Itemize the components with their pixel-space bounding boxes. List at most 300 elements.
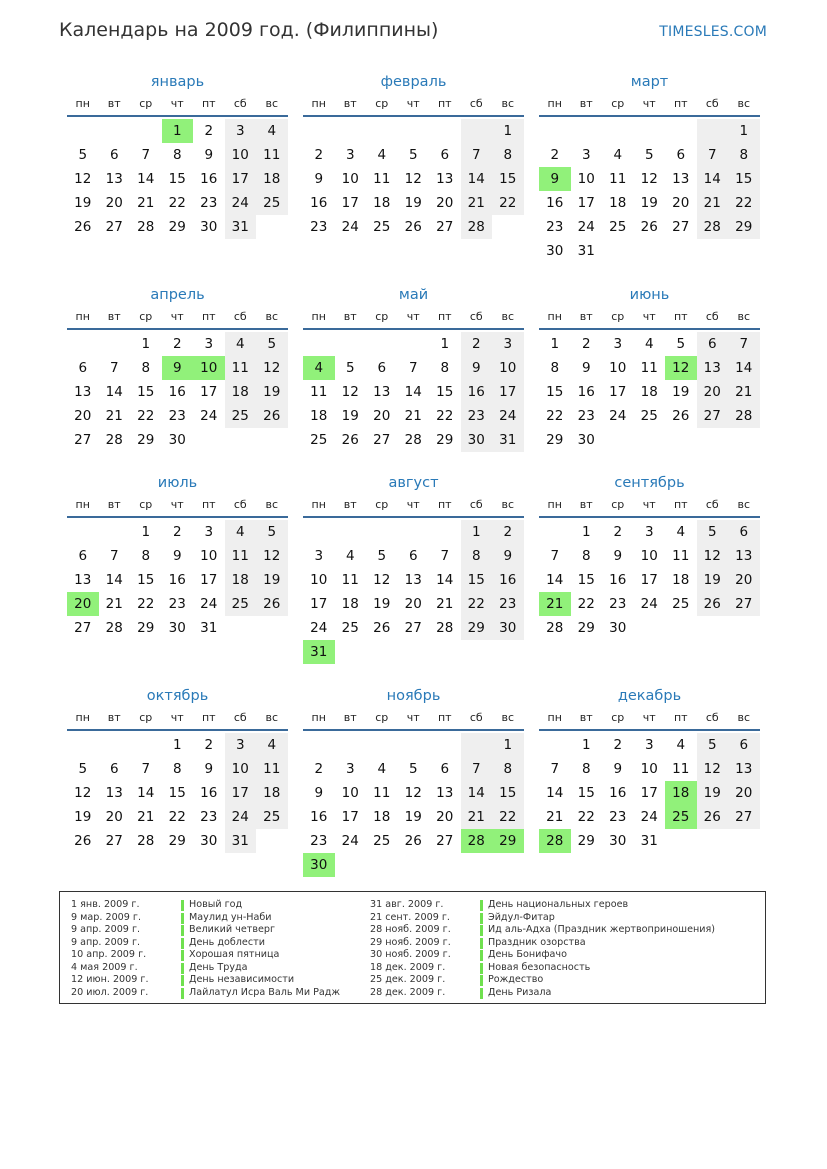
empty-day — [398, 520, 430, 544]
day: 10 — [640, 548, 658, 564]
days-grid — [67, 332, 288, 452]
weekday-label: пн — [311, 498, 326, 511]
day: 9 — [172, 548, 182, 564]
weekday-header — [67, 306, 288, 330]
holiday-day: 31 — [303, 640, 335, 664]
day: 1 — [141, 336, 151, 352]
holiday-name: Новый год — [189, 899, 243, 910]
holiday-date: 25 дек. 2009 г. — [370, 974, 446, 985]
holiday-marker — [181, 950, 184, 961]
day: 23 — [200, 195, 218, 211]
day: 27 — [728, 805, 760, 829]
empty-day — [335, 640, 367, 664]
day: 13 — [105, 171, 123, 187]
empty-day — [99, 733, 131, 757]
empty-day — [429, 853, 461, 877]
day: 24 — [341, 833, 359, 849]
weekday-label: чт — [642, 97, 656, 110]
day: 8 — [581, 548, 591, 564]
holiday-date: 9 апр. 2009 г. — [71, 936, 141, 948]
weekday-label: чт — [170, 498, 184, 511]
weekday-label: пт — [201, 97, 216, 110]
holiday-date: 20 июл. 2009 г. — [71, 986, 149, 998]
weekday-label: пн — [311, 310, 326, 323]
day: 13 — [728, 544, 760, 568]
holiday-day: 28 — [461, 829, 493, 853]
day: 20 — [74, 408, 92, 424]
day: 14 — [137, 785, 155, 801]
day: 27 — [74, 620, 92, 636]
day: 5 — [644, 147, 654, 163]
empty-day — [429, 119, 461, 143]
month-name: апрель — [150, 287, 205, 303]
day: 15 — [577, 785, 595, 801]
day: 8 — [141, 360, 151, 376]
weekday-label: пт — [673, 498, 688, 511]
day: 2 — [204, 737, 214, 753]
empty-day — [539, 119, 571, 143]
day: 27 — [105, 219, 123, 235]
legend-row — [370, 962, 715, 975]
weekday-label: сб — [705, 711, 719, 724]
month-name: май — [398, 287, 429, 303]
day: 22 — [436, 408, 454, 424]
weekday-label: чт — [406, 498, 420, 511]
day: 4 — [377, 761, 387, 777]
holiday-name: Хорошая пятница — [189, 949, 280, 960]
weekday-label: чт — [406, 310, 420, 323]
day: 19 — [672, 384, 690, 400]
legend-row — [370, 949, 715, 962]
day: 16 — [168, 384, 186, 400]
day: 23 — [310, 833, 328, 849]
day: 17 — [640, 572, 658, 588]
day: 5 — [256, 332, 288, 356]
day: 13 — [697, 356, 729, 380]
day: 20 — [436, 809, 454, 825]
day: 27 — [373, 432, 391, 448]
month-name: июнь — [629, 287, 670, 303]
day: 21 — [546, 809, 564, 825]
holiday-day: 4 — [303, 356, 335, 380]
weekday-label: сб — [469, 310, 483, 323]
day: 19 — [697, 781, 729, 805]
day: 7 — [141, 147, 151, 163]
day: 16 — [168, 572, 186, 588]
empty-day — [67, 119, 99, 143]
day: 21 — [697, 191, 729, 215]
weekday-label: вт — [107, 310, 121, 323]
day: 22 — [492, 191, 524, 215]
empty-day — [634, 616, 666, 640]
legend-row — [71, 987, 340, 1000]
day: 19 — [697, 568, 729, 592]
day: 11 — [373, 171, 391, 187]
day: 16 — [200, 785, 218, 801]
day: 26 — [672, 408, 690, 424]
empty-day — [335, 520, 367, 544]
day: 29 — [577, 833, 595, 849]
day: 31 — [640, 833, 658, 849]
holiday-day: 21 — [539, 592, 571, 616]
day: 28 — [546, 620, 564, 636]
empty-day — [665, 616, 697, 640]
weekday-label: ср — [375, 498, 389, 511]
day: 26 — [74, 219, 92, 235]
weekday-label: вт — [107, 711, 121, 724]
site-link[interactable]: TIMESLES.COM — [659, 24, 767, 40]
weekday-header — [539, 494, 760, 518]
weekday-label: сб — [469, 711, 483, 724]
empty-day — [429, 640, 461, 664]
empty-day — [366, 640, 398, 664]
day: 20 — [373, 408, 391, 424]
day: 3 — [345, 147, 355, 163]
holiday-day: 9 — [539, 167, 571, 191]
weekday-label: чт — [170, 711, 184, 724]
day: 17 — [225, 167, 257, 191]
weekday-label: вт — [579, 711, 593, 724]
weekday-label: пн — [547, 711, 562, 724]
day: 3 — [613, 336, 623, 352]
day: 30 — [609, 620, 627, 636]
day: 30 — [492, 616, 524, 640]
days-grid — [303, 733, 524, 877]
day: 7 — [728, 332, 760, 356]
empty-day — [256, 428, 288, 452]
day: 1 — [728, 119, 760, 143]
holiday-date: 30 нояб. 2009 г. — [370, 949, 451, 960]
legend-row — [71, 962, 340, 975]
holiday-marker — [480, 900, 483, 911]
day: 6 — [728, 520, 760, 544]
day: 15 — [492, 781, 524, 805]
day: 2 — [461, 332, 493, 356]
day: 29 — [436, 432, 454, 448]
empty-day — [303, 119, 335, 143]
holiday-name: Лайлатул Исра Валь Ми Радж — [189, 986, 341, 998]
weekday-label: ср — [375, 310, 389, 323]
legend-row — [370, 937, 715, 950]
day: 25 — [225, 592, 257, 616]
day: 18 — [341, 596, 359, 612]
day: 9 — [314, 171, 324, 187]
day: 29 — [461, 616, 493, 640]
weekday-header — [303, 306, 524, 330]
page-title: Календарь на 2009 год. (Филиппины) — [59, 19, 439, 41]
holiday-marker — [480, 938, 483, 949]
day: 1 — [141, 524, 151, 540]
empty-day — [602, 428, 634, 452]
weekday-label: вс — [737, 310, 751, 323]
empty-day — [398, 853, 430, 877]
day: 3 — [225, 733, 257, 757]
day: 22 — [168, 195, 186, 211]
day: 16 — [609, 785, 627, 801]
day: 26 — [640, 219, 658, 235]
day: 23 — [200, 809, 218, 825]
weekday-label: пн — [75, 310, 90, 323]
day: 21 — [105, 408, 123, 424]
day: 7 — [109, 360, 119, 376]
empty-day — [99, 119, 131, 143]
day: 30 — [200, 219, 218, 235]
day: 27 — [74, 432, 92, 448]
weekday-label: пт — [201, 711, 216, 724]
day: 10 — [492, 356, 524, 380]
day: 3 — [581, 147, 591, 163]
day: 14 — [105, 384, 123, 400]
holiday-name: Праздник озорства — [488, 936, 586, 948]
empty-day — [461, 640, 493, 664]
day: 4 — [256, 733, 288, 757]
weekday-label: сб — [233, 97, 247, 110]
day: 8 — [172, 761, 182, 777]
day: 11 — [310, 384, 328, 400]
day: 18 — [256, 167, 288, 191]
weekday-label: пт — [201, 310, 216, 323]
weekday-label: вс — [737, 711, 751, 724]
day: 10 — [341, 171, 359, 187]
day: 8 — [172, 147, 182, 163]
day: 18 — [640, 384, 658, 400]
day: 6 — [408, 548, 418, 564]
weekday-label: пн — [311, 711, 326, 724]
weekday-label: чт — [642, 310, 656, 323]
day: 29 — [137, 432, 155, 448]
day: 9 — [461, 356, 493, 380]
holiday-marker — [480, 950, 483, 961]
day: 25 — [373, 219, 391, 235]
weekday-label: вс — [265, 97, 279, 110]
day: 31 — [225, 215, 257, 239]
month-name: февраль — [380, 74, 447, 90]
empty-day — [665, 428, 697, 452]
day: 30 — [168, 432, 186, 448]
day: 18 — [373, 195, 391, 211]
day: 14 — [697, 167, 729, 191]
day: 17 — [341, 809, 359, 825]
day: 28 — [105, 432, 123, 448]
weekday-label: вс — [737, 498, 751, 511]
day: 1 — [581, 737, 591, 753]
weekday-label: пт — [437, 711, 452, 724]
holiday-day: 10 — [193, 356, 225, 380]
day: 11 — [672, 761, 690, 777]
day: 25 — [256, 805, 288, 829]
day: 2 — [172, 336, 182, 352]
weekday-label: вс — [265, 498, 279, 511]
day: 25 — [672, 596, 690, 612]
day: 4 — [256, 119, 288, 143]
day: 11 — [256, 143, 288, 167]
day: 15 — [137, 572, 155, 588]
day: 16 — [577, 384, 595, 400]
day: 2 — [613, 524, 623, 540]
day: 2 — [314, 147, 324, 163]
empty-day — [602, 239, 634, 263]
day: 1 — [440, 336, 450, 352]
day: 11 — [225, 544, 257, 568]
day: 7 — [697, 143, 729, 167]
day: 21 — [105, 596, 123, 612]
day: 7 — [408, 360, 418, 376]
day: 15 — [492, 167, 524, 191]
day: 22 — [137, 596, 155, 612]
days-grid — [539, 733, 760, 853]
day: 9 — [492, 544, 524, 568]
day: 20 — [728, 568, 760, 592]
empty-day — [665, 239, 697, 263]
day: 5 — [697, 520, 729, 544]
day: 8 — [141, 548, 151, 564]
day: 3 — [204, 336, 214, 352]
day: 24 — [341, 219, 359, 235]
month-name: июль — [157, 475, 198, 491]
day: 10 — [310, 572, 328, 588]
day: 26 — [74, 833, 92, 849]
empty-day — [335, 733, 367, 757]
day: 19 — [404, 809, 422, 825]
holiday-date: 12 июн. 2009 г. — [71, 974, 149, 985]
month-name: сентябрь — [614, 475, 685, 491]
holiday-name: День Труда — [189, 961, 248, 973]
holiday-date: 31 авг. 2009 г. — [370, 899, 444, 910]
day: 26 — [256, 592, 288, 616]
day: 12 — [697, 757, 729, 781]
weekday-label: вс — [265, 310, 279, 323]
day: 22 — [492, 805, 524, 829]
empty-day — [728, 829, 760, 853]
empty-day — [461, 119, 493, 143]
day: 29 — [546, 432, 564, 448]
day: 24 — [640, 809, 658, 825]
day: 17 — [200, 572, 218, 588]
day: 6 — [377, 360, 387, 376]
empty-day — [665, 119, 697, 143]
weekday-label: сб — [469, 498, 483, 511]
day: 7 — [109, 548, 119, 564]
day: 24 — [225, 191, 257, 215]
day: 26 — [256, 404, 288, 428]
day: 16 — [461, 380, 493, 404]
day: 12 — [697, 544, 729, 568]
holiday-date: 9 мар. 2009 г. — [71, 911, 142, 923]
day: 10 — [609, 360, 627, 376]
holiday-date: 28 дек. 2009 г. — [370, 986, 446, 998]
holiday-day: 29 — [492, 829, 524, 853]
legend-row — [370, 987, 715, 1000]
empty-day — [539, 520, 571, 544]
empty-day — [398, 733, 430, 757]
holiday-day: 9 — [162, 356, 194, 380]
day: 21 — [404, 408, 422, 424]
day: 26 — [697, 592, 729, 616]
weekday-label: чт — [642, 498, 656, 511]
weekday-label: вт — [343, 498, 357, 511]
day: 14 — [137, 171, 155, 187]
empty-day — [492, 215, 524, 239]
holiday-marker — [480, 963, 483, 974]
day: 3 — [492, 332, 524, 356]
day: 17 — [225, 781, 257, 805]
holiday-name: День национальных героев — [488, 899, 629, 910]
holiday-marker — [181, 975, 184, 986]
holiday-date: 10 апр. 2009 г. — [71, 949, 147, 960]
empty-day — [697, 428, 729, 452]
day: 6 — [440, 761, 450, 777]
day: 19 — [256, 380, 288, 404]
day: 13 — [74, 572, 92, 588]
day: 4 — [676, 737, 686, 753]
day: 28 — [137, 219, 155, 235]
day: 10 — [640, 761, 658, 777]
day: 11 — [341, 572, 359, 588]
weekday-label: вс — [501, 498, 515, 511]
day: 17 — [640, 785, 658, 801]
day: 20 — [105, 809, 123, 825]
day: 23 — [492, 592, 524, 616]
day: 31 — [577, 243, 595, 259]
day: 7 — [141, 761, 151, 777]
day: 27 — [105, 833, 123, 849]
day: 2 — [204, 123, 214, 139]
day: 4 — [225, 332, 257, 356]
weekday-label: вс — [501, 97, 515, 110]
holiday-day: 28 — [539, 829, 571, 853]
day: 21 — [137, 195, 155, 211]
holiday-date: 29 нояб. 2009 г. — [370, 936, 451, 948]
day: 28 — [137, 833, 155, 849]
day: 17 — [310, 596, 328, 612]
day: 22 — [461, 592, 493, 616]
weekday-label: пн — [75, 97, 90, 110]
weekday-header — [303, 707, 524, 731]
month-name: декабрь — [617, 688, 682, 704]
days-grid — [303, 332, 524, 452]
month-name: август — [388, 475, 439, 491]
weekday-label: вт — [343, 711, 357, 724]
day: 6 — [109, 147, 119, 163]
day: 12 — [256, 356, 288, 380]
day: 16 — [492, 568, 524, 592]
day: 30 — [609, 833, 627, 849]
holiday-date: 21 сент. 2009 г. — [370, 911, 450, 923]
day: 27 — [697, 404, 729, 428]
day: 20 — [436, 195, 454, 211]
holiday-marker — [181, 925, 184, 936]
day: 28 — [436, 620, 454, 636]
day: 26 — [404, 833, 422, 849]
holiday-marker — [480, 975, 483, 986]
day: 30 — [546, 243, 564, 259]
day: 6 — [676, 147, 686, 163]
legend-row — [71, 974, 340, 987]
holiday-marker — [480, 988, 483, 999]
weekday-label: ср — [611, 310, 625, 323]
day: 28 — [461, 215, 493, 239]
day: 17 — [609, 384, 627, 400]
day: 31 — [492, 428, 524, 452]
day: 6 — [78, 548, 88, 564]
day: 12 — [404, 785, 422, 801]
weekday-label: вт — [343, 310, 357, 323]
day: 21 — [137, 809, 155, 825]
day: 21 — [436, 596, 454, 612]
empty-day — [697, 239, 729, 263]
empty-day — [303, 520, 335, 544]
weekday-header — [539, 306, 760, 330]
